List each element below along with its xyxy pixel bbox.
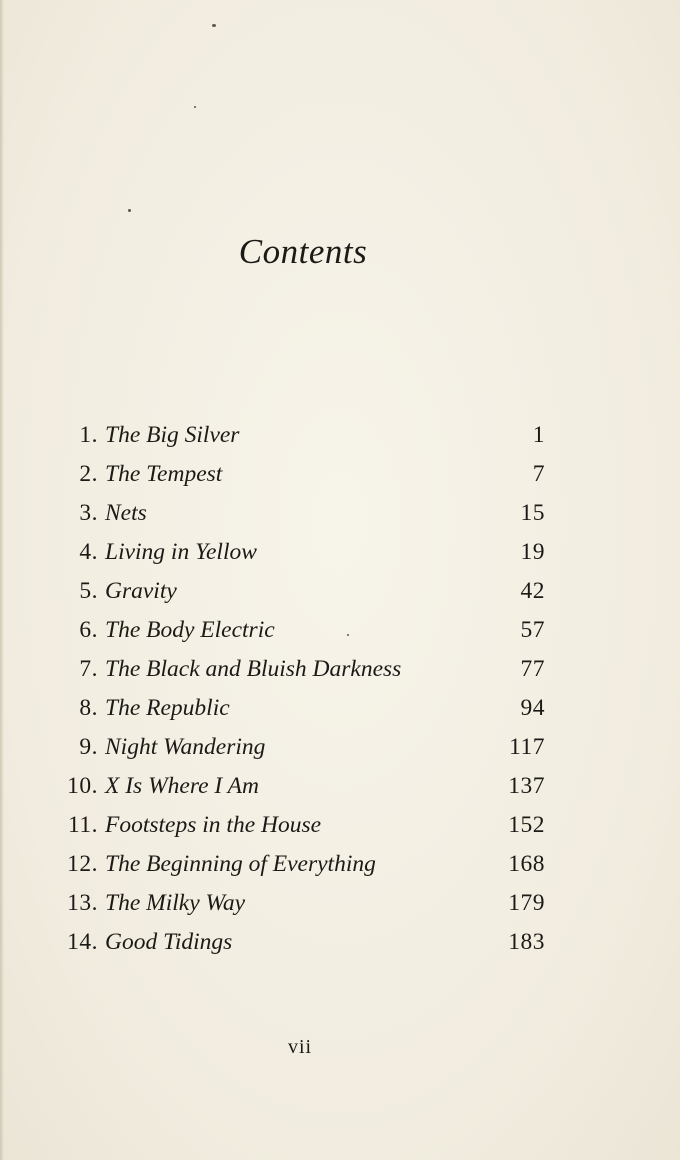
chapter-page-number: 137 [508,773,545,799]
chapter-title: Good Tidings [105,929,233,955]
toc-entry [55,845,545,884]
chapter-number: 7. [79,656,98,682]
chapter-page-number: 19 [520,539,545,565]
toc-entry [55,806,545,845]
toc-entry [55,533,545,572]
chapter-number: 8. [79,695,98,721]
chapter-page-number: 152 [508,812,545,838]
chapter-title: The Big Silver [105,422,240,448]
toc-entry [55,611,545,650]
toc-entry [55,416,545,455]
toc-entry [55,689,545,728]
chapter-title: Night Wandering [105,734,266,760]
chapter-title: Gravity [105,578,177,604]
chapter-page-number: 77 [520,656,545,682]
page-edge-shadow [0,0,4,1160]
toc-entry [55,455,545,494]
chapter-number: 5. [79,578,98,604]
chapter-page-number: 15 [520,500,545,526]
contents-heading [0,232,606,272]
paper-speck [128,209,131,212]
chapter-title: Nets [105,500,147,526]
chapter-number: 6. [79,617,98,643]
chapter-page-number: 179 [508,890,545,916]
contents-heading-text: Contents [238,232,368,271]
chapter-title: The Tempest [105,461,223,487]
chapter-title: Living in Yellow [105,539,257,565]
chapter-title: The Black and Bluish Darkness [105,656,402,682]
page-number: vii [287,1036,313,1058]
toc-entry [55,767,545,806]
chapter-page-number: 168 [508,851,545,877]
chapter-title: Footsteps in the House [105,812,322,838]
toc-entry [55,884,545,923]
toc-entry [55,728,545,767]
toc-entry [55,572,545,611]
chapter-number: 2. [79,461,98,487]
chapter-page-number: 94 [520,695,545,721]
chapter-title: X Is Where I Am [105,773,260,799]
chapter-title: The Beginning of Everything [105,851,376,877]
table-of-contents [55,416,545,962]
chapter-page-number: 1 [532,422,545,448]
chapter-number: 12. [67,851,98,877]
chapter-number: 11. [67,812,98,838]
toc-entry [55,494,545,533]
chapter-number: 4. [79,539,98,565]
toc-entry [55,650,545,689]
chapter-number: 3. [79,500,98,526]
chapter-number: 14. [67,929,98,955]
chapter-number: 9. [79,734,98,760]
chapter-title: The Milky Way [105,890,246,916]
paper-speck [212,24,216,27]
chapter-number: 1. [79,422,98,448]
chapter-title: The Body Electric [105,617,275,643]
chapter-number: 13. [67,890,98,916]
chapter-page-number: 183 [508,929,545,955]
toc-entry [55,923,545,962]
chapter-page-number: 57 [520,617,545,643]
chapter-title: The Republic [105,695,230,721]
chapter-page-number: 7 [532,461,545,487]
paper-speck [194,106,196,108]
chapter-page-number: 117 [509,734,545,760]
chapter-page-number: 42 [520,578,545,604]
chapter-number: 10. [67,773,98,799]
